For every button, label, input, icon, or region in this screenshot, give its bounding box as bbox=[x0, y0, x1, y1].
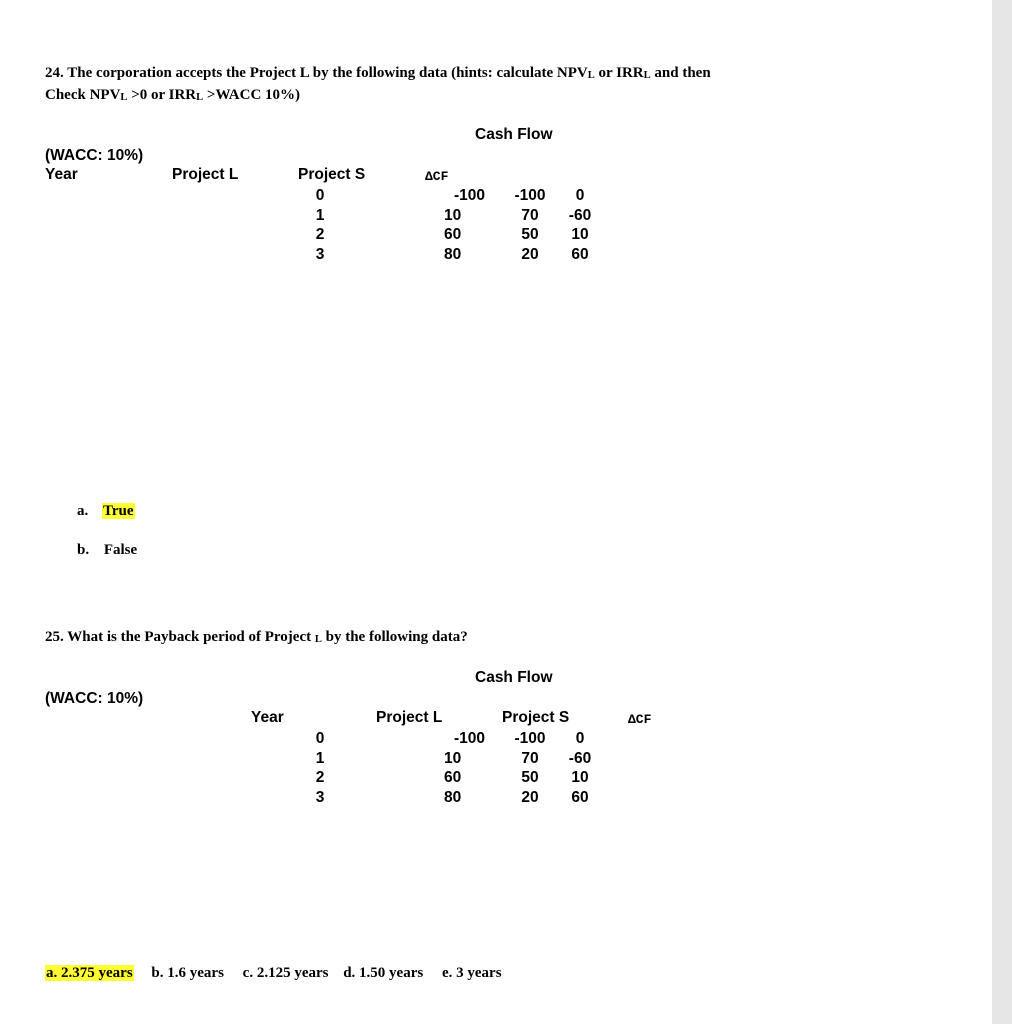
table-cell: -60 bbox=[568, 206, 592, 224]
q24-project-s-header: Project S bbox=[298, 166, 366, 183]
q25-option-c[interactable]: c. 2.125 years bbox=[242, 965, 329, 981]
table-cell: 70 bbox=[521, 206, 539, 224]
q25-project-l-header: Project L bbox=[376, 709, 443, 726]
table-cell: 2 bbox=[315, 769, 325, 786]
table-cell: 60 bbox=[571, 245, 589, 263]
q25-year-column bbox=[305, 729, 335, 807]
q24-year-header: Year bbox=[45, 166, 78, 183]
q24-delta-cf-header: ΔCF bbox=[425, 169, 449, 184]
table-cell: -100 bbox=[514, 187, 546, 204]
table-cell: 10 bbox=[571, 769, 589, 786]
vertical-scrollbar[interactable] bbox=[992, 0, 1012, 1024]
q24-year-column bbox=[305, 186, 335, 264]
q24-prompt-line2 bbox=[45, 88, 300, 104]
q24-text: >0 or IRR bbox=[131, 87, 197, 103]
table-cell: 50 bbox=[521, 769, 539, 786]
table-cell: -100 bbox=[514, 730, 546, 747]
table-cell: 50 bbox=[521, 226, 539, 243]
table-cell: 80 bbox=[444, 788, 462, 806]
table-cell: 10 bbox=[571, 226, 589, 243]
q24-project-l-column bbox=[440, 186, 490, 264]
q25-project-s-column bbox=[505, 729, 555, 807]
q25-project-l-column bbox=[440, 729, 490, 807]
table-cell: 1 bbox=[315, 749, 325, 767]
q25-prompt bbox=[45, 630, 468, 646]
table-cell: 10 bbox=[444, 206, 462, 224]
q24-option-b[interactable] bbox=[77, 543, 137, 558]
q24-project-l-header: Project L bbox=[172, 166, 239, 183]
table-cell: 10 bbox=[444, 749, 462, 767]
q24-number: 24. bbox=[45, 65, 64, 81]
table-cell: 0 bbox=[575, 187, 585, 204]
q24-delta-cf-column bbox=[562, 186, 598, 264]
q25-wacc-label: (WACC: 10%) bbox=[45, 690, 144, 707]
table-cell: 0 bbox=[315, 187, 325, 204]
q25-text: by the following data? bbox=[325, 629, 468, 645]
option-text: False bbox=[103, 542, 138, 558]
q24-subscript: L bbox=[587, 70, 595, 81]
q24-text: >WACC 10%) bbox=[206, 87, 301, 103]
q25-text: What is the Payback period of Project bbox=[67, 629, 312, 645]
table-cell: 0 bbox=[575, 730, 585, 747]
q24-text: and then bbox=[654, 65, 711, 81]
q24-subscript: L bbox=[120, 92, 128, 103]
table-cell: -100 bbox=[453, 187, 485, 204]
q25-options-row bbox=[45, 966, 502, 981]
q25-delta-cf-column bbox=[562, 729, 598, 807]
table-cell: 20 bbox=[521, 788, 539, 806]
table-cell: 70 bbox=[521, 749, 539, 767]
table-cell: 3 bbox=[315, 788, 325, 806]
q25-number: 25. bbox=[45, 629, 64, 645]
q24-project-s-column bbox=[505, 186, 555, 264]
option-letter: b. bbox=[77, 542, 90, 558]
q24-subscript: L bbox=[196, 92, 204, 103]
table-cell: -100 bbox=[453, 730, 485, 747]
q24-subscript: L bbox=[643, 70, 651, 81]
table-cell: 2 bbox=[315, 226, 325, 243]
q25-project-s-header: Project S bbox=[502, 709, 570, 726]
q25-option-e[interactable]: e. 3 years bbox=[441, 965, 502, 981]
table-cell: 80 bbox=[444, 245, 462, 263]
q25-subscript: L bbox=[314, 634, 322, 645]
q25-year-header: Year bbox=[251, 709, 284, 726]
q24-cash-flow-heading: Cash Flow bbox=[475, 126, 553, 143]
q24-text: or IRR bbox=[598, 65, 644, 81]
option-text-highlighted: True bbox=[103, 503, 134, 519]
table-cell: 60 bbox=[444, 226, 462, 243]
table-cell: 1 bbox=[315, 206, 325, 224]
q25-cash-flow-heading: Cash Flow bbox=[475, 669, 553, 686]
q25-delta-cf-header: ΔCF bbox=[628, 712, 652, 727]
table-cell: 60 bbox=[444, 769, 462, 786]
q24-option-a[interactable] bbox=[77, 504, 135, 519]
table-cell: 0 bbox=[315, 730, 325, 747]
q24-text: The corporation accepts the Project L by the following data (hints: calculate NPV bbox=[67, 65, 588, 81]
table-cell: 20 bbox=[521, 245, 539, 263]
q24-wacc-label: (WACC: 10%) bbox=[45, 147, 144, 164]
q25-option-b[interactable]: b. 1.6 years bbox=[151, 965, 224, 981]
q25-option-d[interactable]: d. 1.50 years bbox=[343, 965, 424, 981]
q24-text: Check NPV bbox=[45, 87, 121, 103]
q24-prompt-line1 bbox=[45, 66, 711, 82]
table-cell: 3 bbox=[315, 245, 325, 263]
table-cell: 60 bbox=[571, 788, 589, 806]
table-cell: -60 bbox=[568, 749, 592, 767]
option-letter: a. bbox=[77, 503, 89, 519]
q25-option-a[interactable]: a. 2.375 years bbox=[46, 965, 133, 981]
